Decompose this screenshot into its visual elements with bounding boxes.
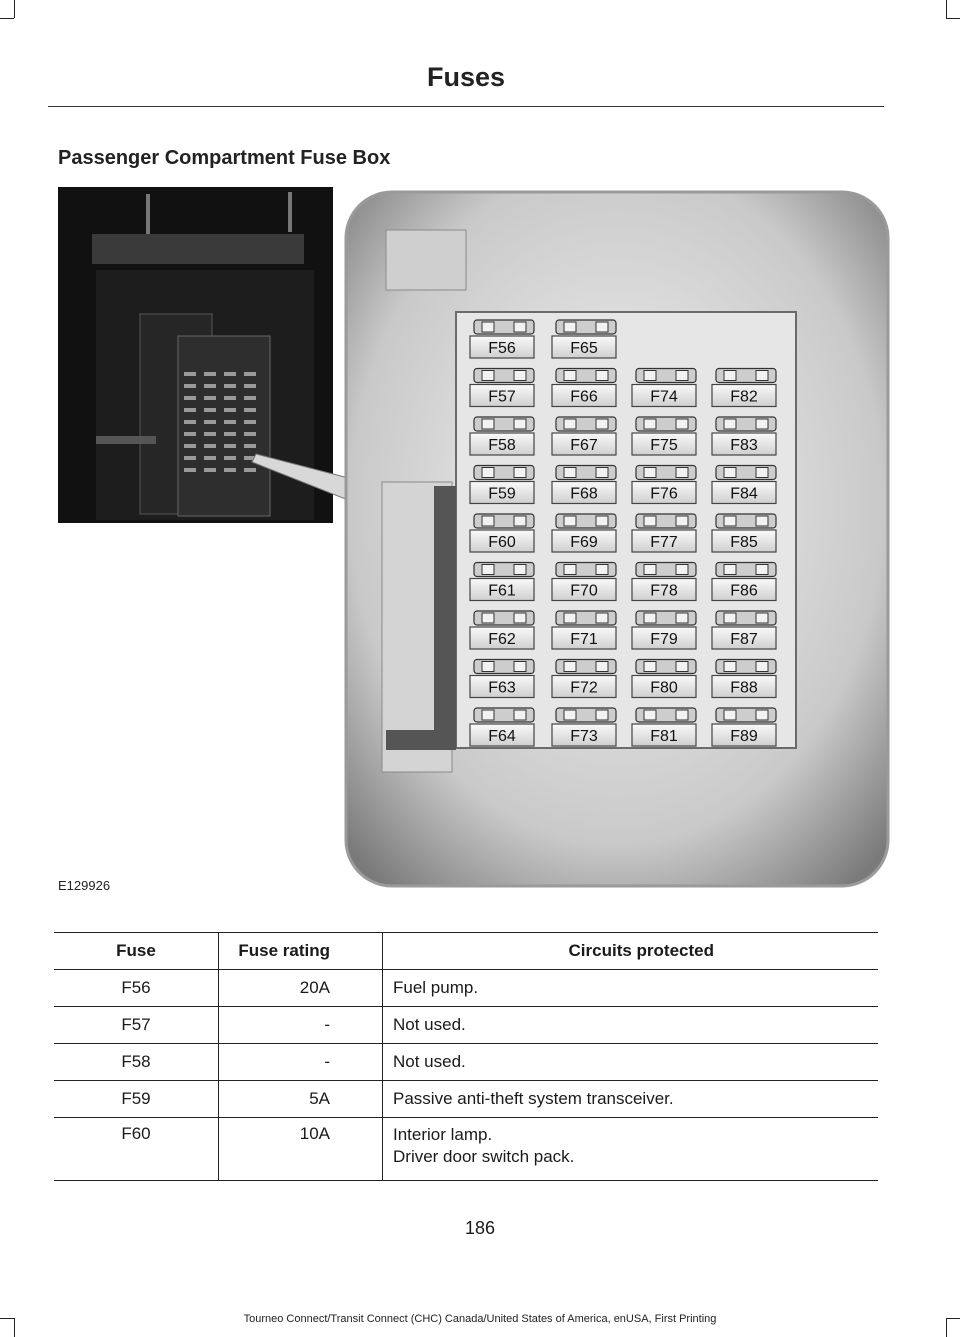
circuit-line: Interior lamp.: [393, 1125, 493, 1144]
fuse-f87: [712, 611, 776, 649]
fuse-label: F61: [488, 582, 516, 600]
fuse-label: F57: [488, 388, 516, 406]
fuse-f84: [712, 466, 776, 504]
crop-mark: [946, 0, 947, 18]
rating-cell: 10A: [219, 1118, 383, 1181]
fuse-label: F85: [730, 534, 758, 551]
fuse-label: F71: [570, 631, 598, 648]
rating-cell: 20A: [219, 970, 383, 1007]
fuse-f71: [552, 611, 616, 649]
fuse-f61: [470, 563, 534, 601]
fuse-label: F76: [650, 485, 678, 503]
fuse-label: F58: [488, 437, 516, 454]
fuse-label: F73: [570, 728, 598, 745]
fuse-f64: [470, 708, 534, 746]
fuse-cell: F59: [54, 1081, 219, 1118]
fuse-label: F89: [730, 728, 758, 745]
fuse-label: F75: [650, 437, 678, 454]
crop-mark: [946, 18, 960, 19]
fuse-label: F83: [730, 437, 758, 454]
circuits-cell: Not used.: [383, 1007, 879, 1044]
fuse-f63: [470, 660, 534, 698]
fuse-f89: [712, 708, 776, 746]
crop-mark: [14, 0, 15, 18]
table-row: [54, 970, 878, 1007]
fuse-label: F56: [488, 340, 516, 357]
rating-cell: -: [219, 1007, 383, 1044]
circuits-cell: Not used.: [383, 1044, 879, 1081]
fuse-label: F70: [570, 582, 598, 600]
fuse-label: F60: [488, 534, 516, 551]
fuse-f72: [552, 660, 616, 698]
fuse-f59: [470, 466, 534, 504]
fuse-label: F84: [730, 485, 758, 503]
fuse-label: F82: [730, 388, 758, 406]
fuse-f85: [712, 514, 776, 552]
fuse-label: F69: [570, 534, 598, 551]
fuse-f57: [470, 369, 534, 407]
fuse-label: F62: [488, 631, 516, 648]
fuse-f88: [712, 660, 776, 698]
table-row: [54, 1118, 878, 1181]
fuse-f80: [632, 660, 696, 698]
fuse-f82: [712, 369, 776, 407]
fuse-label: F80: [650, 679, 678, 697]
fuse-cell: F57: [54, 1007, 219, 1044]
fuse-f79: [632, 611, 696, 649]
fuse-f62: [470, 611, 534, 649]
figure-id: E129926: [58, 878, 111, 893]
header-divider: [48, 106, 884, 107]
fuse-label: F64: [488, 728, 516, 745]
fuse-label: F63: [488, 679, 516, 697]
header-rating: Fuse rating: [219, 933, 383, 970]
fuse-label: F88: [730, 679, 758, 697]
fuse-cell: F60: [54, 1118, 219, 1181]
page-number: 186: [464, 1218, 496, 1238]
fuse-label: F66: [570, 388, 598, 406]
fuse-label: F87: [730, 631, 758, 648]
table-row: [54, 1081, 878, 1118]
footer-text: Tourneo Connect/Transit Connect (CHC) Canada/United States of America, enUSA, First Printing: [243, 1313, 717, 1325]
fuse-f70: [552, 563, 616, 601]
fuse-cell: F56: [54, 970, 219, 1007]
page-title: Fuses: [426, 62, 506, 92]
fuse-label: F74: [650, 388, 678, 406]
fuse-f73: [552, 708, 616, 746]
rating-cell: -: [219, 1044, 383, 1081]
fuse-f58: [470, 417, 534, 455]
fuse-label: F72: [570, 679, 598, 697]
fuse-f76: [632, 466, 696, 504]
fuse-box-illustration: [56, 186, 892, 890]
fuse-label: F78: [650, 582, 678, 600]
circuits-cell: Passive anti-theft system transceiver.: [383, 1081, 879, 1118]
rating-cell: 5A: [219, 1081, 383, 1118]
crop-mark: [0, 18, 14, 19]
fuse-table: [54, 932, 878, 1181]
header-circuits: Circuits protected: [383, 933, 879, 970]
fuse-f60: [470, 514, 534, 552]
fuse-f68: [552, 466, 616, 504]
fuse-f77: [632, 514, 696, 552]
fuse-f65: [552, 320, 616, 358]
circuits-cell: [383, 1118, 879, 1181]
table-header-row: [54, 933, 878, 970]
circuits-cell: Fuel pump.: [383, 970, 879, 1007]
fuse-f86: [712, 563, 776, 601]
fuse-label: F77: [650, 534, 678, 551]
fuse-f66: [552, 369, 616, 407]
fuse-f69: [552, 514, 616, 552]
fuse-label: F68: [570, 485, 598, 503]
fuse-f78: [632, 563, 696, 601]
table-row: [54, 1044, 878, 1081]
fuse-label: F81: [650, 728, 678, 745]
section-title: Passenger Compartment Fuse Box: [58, 147, 391, 169]
fuse-f83: [712, 417, 776, 455]
circuit-line: Driver door switch pack.: [393, 1147, 575, 1166]
fuse-f56: [470, 320, 534, 358]
header-fuse: Fuse: [54, 933, 219, 970]
table-row: [54, 1007, 878, 1044]
fuse-cell: F58: [54, 1044, 219, 1081]
fuse-f74: [632, 369, 696, 407]
fuse-f81: [632, 708, 696, 746]
fuse-label: F65: [570, 340, 598, 357]
fuse-label: F67: [570, 437, 598, 454]
fuse-label: F86: [730, 582, 758, 600]
fuse-f75: [632, 417, 696, 455]
fuse-label: F79: [650, 631, 678, 648]
fuse-label: F59: [488, 485, 516, 503]
fuse-f67: [552, 417, 616, 455]
